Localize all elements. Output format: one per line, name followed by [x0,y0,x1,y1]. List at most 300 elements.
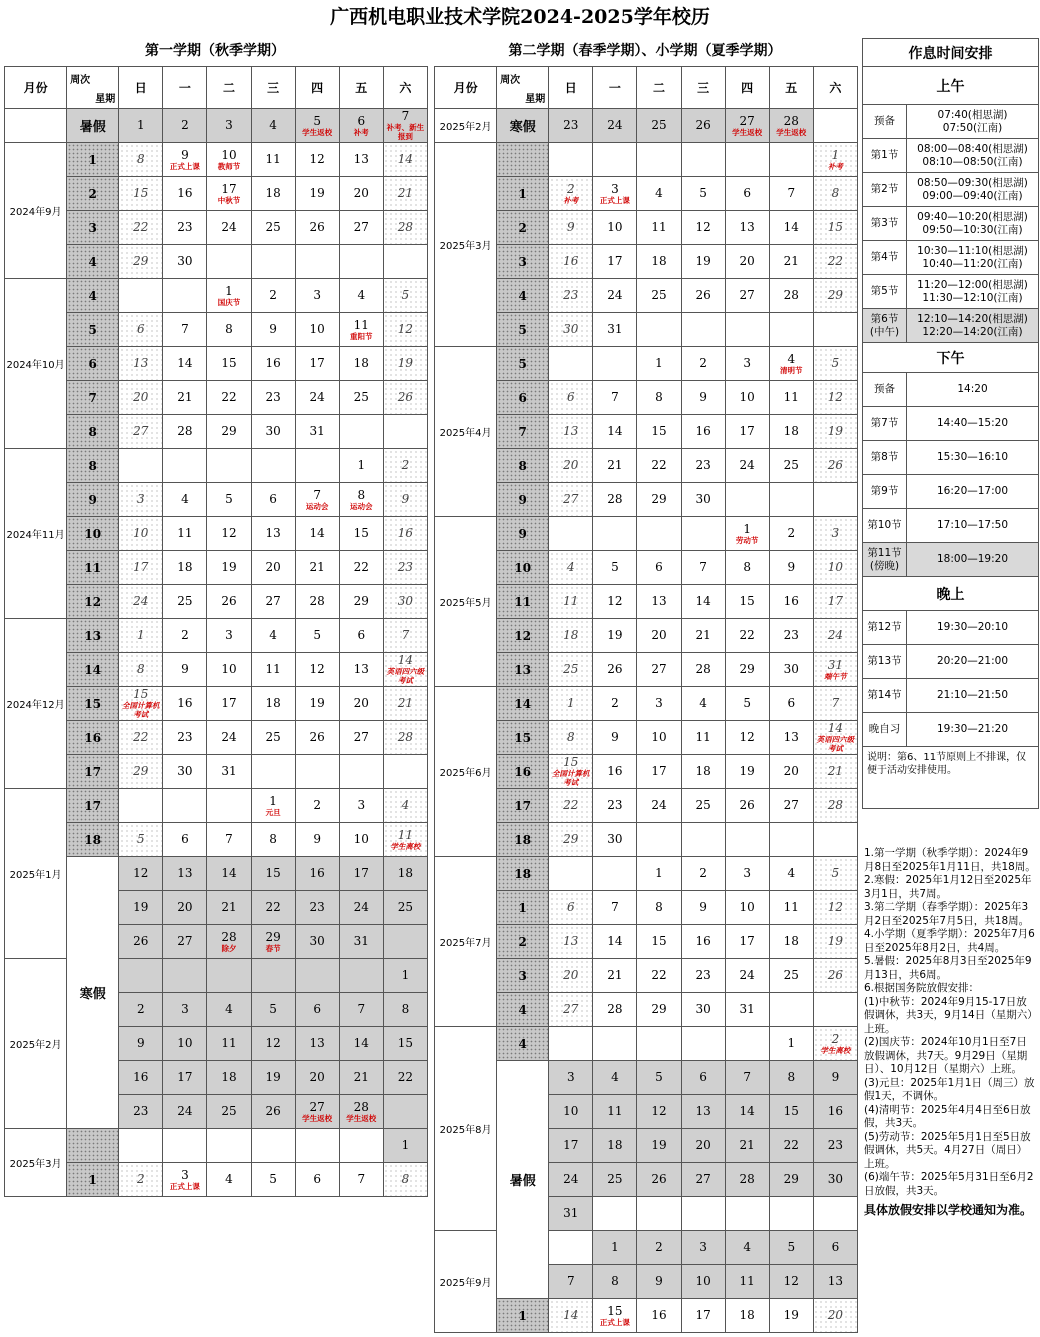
week-number: 5 [497,313,549,347]
day-number: 14 [739,1104,755,1118]
day-cell [207,789,251,823]
day-cell [549,823,593,857]
day-cell [119,755,163,789]
day-number: 15 [133,186,149,200]
day-cell [637,1027,681,1061]
day-cell [725,1231,769,1265]
day-cell [681,891,725,925]
day-number: 19 [221,560,237,574]
day-number: 10 [651,730,667,744]
day-cell [725,1299,769,1333]
day-number: 26 [221,594,237,608]
calendar-row [5,687,428,721]
calendar-row [435,381,858,415]
day-number: 4 [611,1070,619,1084]
day-number: 2 [566,181,575,196]
day-number: 6 [699,1070,707,1084]
day-cell [769,143,813,177]
day-note: 英语四六级考试 [816,735,855,753]
day-cell [593,585,637,619]
day-number: 7 [313,487,321,502]
day-cell [295,415,339,449]
calendar-row [435,789,858,823]
weekday-header: 日 [119,67,163,109]
day-cell [549,143,593,177]
day-cell [637,143,681,177]
day-cell [251,653,295,687]
day-cell [681,313,725,347]
day-cell [339,925,383,959]
day-cell [681,177,725,211]
day-number: 3 [225,628,233,642]
day-cell [769,1163,813,1197]
day-number: 20 [133,390,149,404]
day-cell [593,347,637,381]
day-cell [637,653,681,687]
day-number: 7 [357,1172,366,1186]
day-cell [813,1163,857,1197]
day-number: 10 [309,322,325,336]
day-note: 学生返校 [346,1113,377,1123]
day-cell [119,381,163,415]
week-number: 4 [497,1027,549,1061]
month-header: 月份 [435,67,497,109]
day-number: 11 [353,317,369,332]
day-number: 19 [827,424,844,438]
day-number: 13 [827,1274,844,1288]
day-cell [383,211,427,245]
day-number: 2 [269,288,277,302]
day-cell [549,347,593,381]
schedule-time: 19:30—20:10 [907,611,1039,645]
day-number: 18 [695,764,711,778]
day-note: 正式上课 [599,1317,630,1327]
week-number: 7 [497,415,549,449]
day-number: 31 [353,934,369,948]
day-cell [813,1265,857,1299]
day-number: 11 [607,1104,623,1118]
day-number: 6 [357,113,366,128]
calendar-row [435,585,858,619]
day-number: 25 [783,968,799,982]
schedule-period: 第14节 [863,679,907,713]
day-cell [163,959,207,993]
day-number: 14 [353,1036,369,1050]
day-cell [549,517,593,551]
day-number: 16 [265,356,281,370]
week-number: 3 [497,959,549,993]
day-cell [251,415,295,449]
day-cell [207,1163,251,1197]
day-number: 29 [563,832,579,846]
day-cell [681,925,725,959]
day-cell [549,449,593,483]
day-number: 17 [607,254,623,268]
week-number: 4 [497,993,549,1027]
day-note: 学生返校 [302,127,333,137]
weekday-header: 三 [681,67,725,109]
day-number: 21 [607,458,623,472]
day-cell [339,653,383,687]
note-item: (6)端午节：2025年5月31日至6月2日放假，共3天。 [864,1171,1034,1197]
day-cell [725,1095,769,1129]
day-cell [637,1095,681,1129]
week-number: 11 [497,585,549,619]
day-number: 16 [177,186,193,200]
day-cell [119,1095,163,1129]
day-cell [295,857,339,891]
day-cell [339,415,383,449]
day-cell [339,993,383,1027]
calendar-row [435,755,858,789]
day-number: 22 [353,560,369,574]
day-number: 14 [827,721,844,735]
week-number [497,143,549,177]
day-cell [207,211,251,245]
day-cell [295,755,339,789]
day-number: 8 [655,900,663,914]
day-number: 6 [566,390,575,404]
day-cell [681,619,725,653]
month-cell: 2025年5月 [435,517,497,687]
day-cell [593,721,637,755]
final-note: 具体放假安排以学校通知为准。 [864,1203,1033,1217]
calendar-row [5,109,428,143]
day-cell [383,1163,427,1197]
day-number: 29 [133,254,149,268]
day-cell [593,1299,637,1333]
day-number: 23 [563,118,579,132]
calendar-row [5,619,428,653]
day-note: 补考 [353,127,369,137]
month-cell: 2025年2月 [435,109,497,143]
note-item: 1.第一学期（秋季学期）：2024年9月8日至2025年1月11日，共18周。 [864,847,1036,873]
week-number: 4 [497,279,549,313]
day-number: 3 [313,288,321,302]
day-number: 21 [827,764,844,778]
week-number: 16 [497,755,549,789]
week-day-header [497,67,549,109]
day-number: 6 [787,696,796,710]
day-number: 26 [695,288,711,302]
day-number: 25 [265,730,281,744]
day-number: 9 [269,322,277,336]
day-number: 1 [136,118,145,132]
day-number: 9 [313,832,321,846]
day-number: 24 [563,1172,579,1186]
day-cell [549,551,593,585]
day-number: 6 [181,832,189,846]
day-cell [295,245,339,279]
day-cell [207,449,251,483]
day-note: 学生离校 [820,1045,851,1055]
day-cell [383,449,427,483]
day-number: 4 [225,1172,233,1186]
day-cell [119,993,163,1027]
day-number: 27 [739,288,755,302]
day-cell [637,959,681,993]
day-cell [813,279,857,313]
schedule-period: 第6节 (中午) [863,309,907,343]
day-number: 1 [401,968,410,982]
day-note: 运动会 [305,501,329,511]
day-cell [207,483,251,517]
day-number: 5 [831,356,840,370]
day-cell [383,925,427,959]
day-number: 2 [181,118,189,132]
day-number: 15 [739,594,755,608]
day-number: 17 [353,866,369,880]
semester1-title: 第一学期（秋季学期） [145,43,285,59]
day-cell [593,925,637,959]
calendar-row [435,687,858,721]
day-cell [295,109,339,143]
day-cell [725,653,769,687]
day-number: 7 [743,1070,751,1084]
month-cell: 2025年9月 [435,1231,497,1333]
day-cell [593,619,637,653]
day-number: 4 [357,288,366,302]
day-number: 13 [563,424,579,438]
day-cell [119,823,163,857]
day-number: 8 [566,730,575,744]
day-number: 26 [827,458,844,472]
day-cell [295,1095,339,1129]
day-cell [119,551,163,585]
day-cell [549,109,593,143]
day-cell [681,211,725,245]
day-number: 1 [269,793,277,808]
day-cell [207,143,251,177]
day-number: 23 [265,390,281,404]
day-cell [251,721,295,755]
day-cell [681,1299,725,1333]
day-number: 12 [265,1036,281,1050]
week-number: 1 [67,143,119,177]
day-cell [163,143,207,177]
day-number: 27 [353,220,369,234]
day-cell [549,891,593,925]
calendar-row [435,415,858,449]
day-cell [383,347,427,381]
weekday-header: 日 [549,67,593,109]
calendar-row [435,483,858,517]
day-cell [339,721,383,755]
day-number: 9 [181,147,189,162]
day-number: 20 [827,1308,844,1322]
calendar-row [5,211,428,245]
month-header: 月份 [5,67,67,109]
day-cell [681,143,725,177]
day-number: 8 [225,322,233,336]
day-number: 13 [133,356,149,370]
day-number: 6 [136,322,145,336]
day-cell [769,1129,813,1163]
day-cell [163,1095,207,1129]
day-cell [549,1299,593,1333]
month-cell: 2025年7月 [435,857,497,1027]
page-title: 广西机电职业技术学院2024-2025学年校历 [330,6,710,28]
day-number: 24 [221,220,237,234]
day-number: 27 [783,798,799,812]
day-cell [593,143,637,177]
day-cell [681,347,725,381]
day-cell [681,381,725,415]
day-cell [593,1231,637,1265]
day-number: 31 [221,764,237,778]
day-cell [163,347,207,381]
day-note: 学生返校 [732,127,763,137]
day-cell [295,925,339,959]
day-cell [295,347,339,381]
day-cell [593,1027,637,1061]
day-cell [813,415,857,449]
day-cell [593,755,637,789]
day-number: 15 [133,687,149,701]
day-number: 28 [827,798,844,812]
day-number: 7 [566,1274,575,1288]
day-cell [681,551,725,585]
day-number: 19 [397,356,414,370]
day-number: 20 [563,458,579,472]
day-cell [637,517,681,551]
day-cell [813,823,857,857]
note-item: (2)国庆节：2024年10月1日至7日放假调休，共7天。9月29日（星期日）、10月12日（星期六）上班。 [864,1036,1028,1075]
day-number: 11 [397,827,414,842]
note-item: 6.根据国务院放假安排： [864,982,980,994]
day-cell [769,279,813,313]
day-cell [769,823,813,857]
day-number: 5 [743,696,751,710]
day-cell [769,245,813,279]
week-number: 暑假 [497,1061,549,1299]
day-number: 5 [136,832,145,846]
weekday-header: 五 [339,67,383,109]
day-number: 12 [739,730,755,744]
day-cell [119,313,163,347]
day-cell [725,959,769,993]
week-number: 17 [67,789,119,823]
schedule-period: 第13节 [863,645,907,679]
day-note: 国庆节 [217,297,241,307]
day-cell [383,993,427,1027]
day-number: 18 [221,1070,237,1084]
day-cell [637,687,681,721]
day-number: 2 [181,628,189,642]
day-number: 9 [699,900,707,914]
day-cell [769,381,813,415]
day-number: 14 [177,356,193,370]
day-cell [207,755,251,789]
day-cell [119,721,163,755]
week-number: 2 [67,177,119,211]
day-number: 16 [783,594,799,608]
day-cell [339,245,383,279]
day-note: 学生离校 [390,841,421,851]
calendar-row [5,313,428,347]
day-cell [339,1027,383,1061]
day-number: 10 [177,1036,193,1050]
calendar-row [435,177,858,211]
day-cell [681,517,725,551]
week-number: 9 [497,517,549,551]
month-cell: 2024年9月 [5,143,67,279]
day-cell [383,1095,427,1129]
week-number: 14 [497,687,549,721]
day-cell [251,347,295,381]
day-cell [725,177,769,211]
day-cell [163,483,207,517]
day-number: 17 [827,594,844,608]
day-cell [725,313,769,347]
day-cell [593,109,637,143]
day-cell [769,891,813,925]
day-cell [769,483,813,517]
day-number: 22 [651,968,667,982]
day-number: 20 [353,186,369,200]
day-number: 1 [787,1036,796,1050]
day-cell [593,959,637,993]
day-cell [383,755,427,789]
day-number: 19 [695,254,711,268]
day-cell [251,755,295,789]
day-cell [119,449,163,483]
day-number: 16 [607,764,623,778]
day-cell [383,789,427,823]
day-cell [681,755,725,789]
day-number: 1 [225,283,233,298]
day-cell [383,721,427,755]
day-cell [681,449,725,483]
week-number: 10 [67,517,119,551]
day-cell [119,925,163,959]
month-cell: 2025年2月 [5,959,67,1129]
day-cell [681,653,725,687]
day-cell [383,619,427,653]
day-cell [593,993,637,1027]
day-cell [637,993,681,1027]
day-cell [383,959,427,993]
schedule-period: 第3节 [863,207,907,241]
day-number: 25 [783,458,799,472]
day-number: 7 [357,1002,366,1016]
day-number: 10 [695,1274,711,1288]
day-number: 9 [566,220,575,234]
day-number: 5 [269,1002,277,1016]
day-cell [163,823,207,857]
week-number: 8 [67,449,119,483]
day-cell [769,1197,813,1231]
day-cell [207,177,251,211]
day-number: 7 [611,900,619,914]
day-cell [813,1299,857,1333]
day-number: 1 [655,866,663,880]
day-cell [637,177,681,211]
day-number: 8 [831,186,840,200]
day-number: 18 [265,696,281,710]
day-number: 17 [739,934,755,948]
day-cell [593,1095,637,1129]
day-cell [207,857,251,891]
day-number: 5 [313,113,321,128]
day-number: 5 [225,492,233,506]
day-number: 19 [607,628,623,642]
day-number: 1 [566,696,575,710]
calendar-row [5,585,428,619]
day-number: 17 [695,1308,711,1322]
day-cell [813,483,857,517]
day-cell [681,1163,725,1197]
